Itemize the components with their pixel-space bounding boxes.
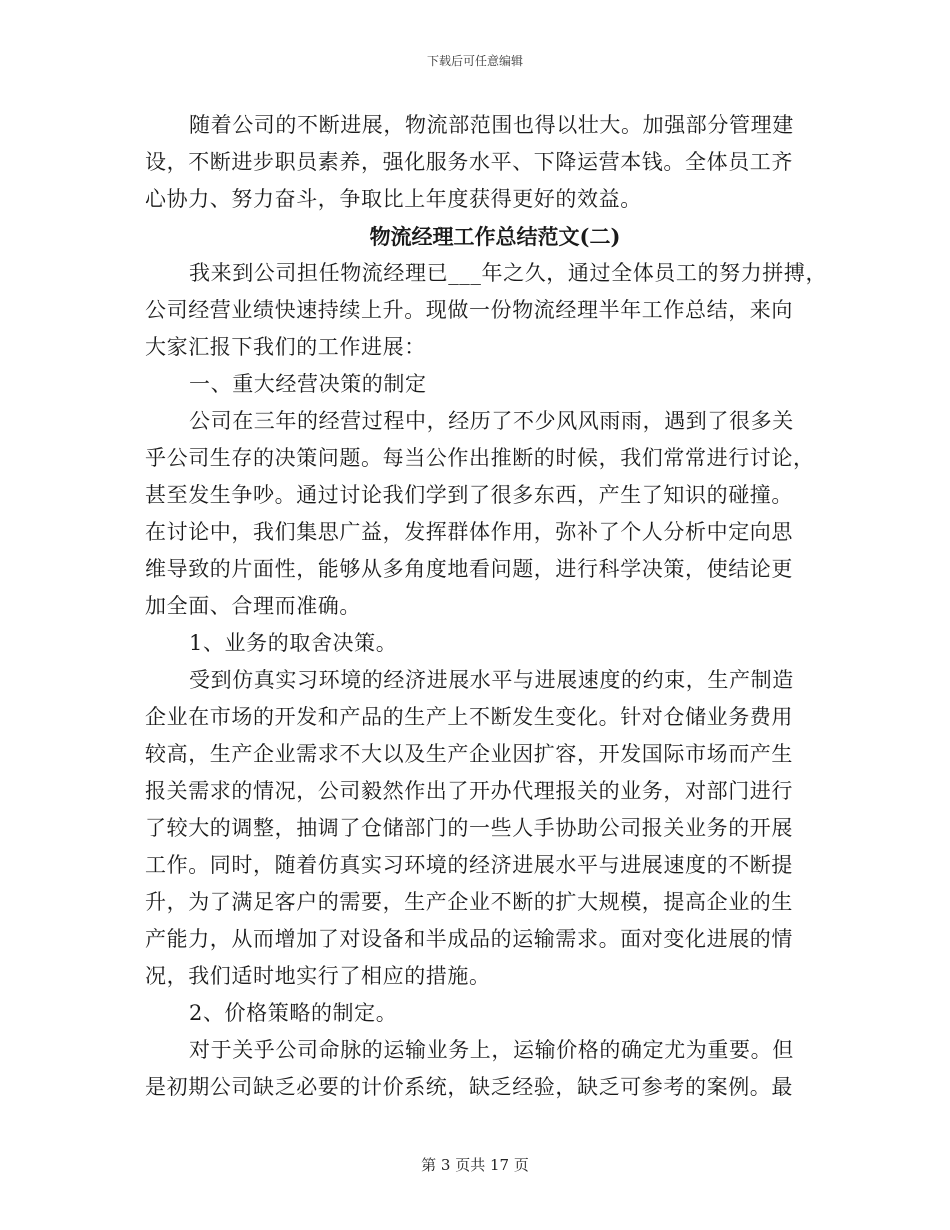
body-line: 工作。同时，随着仿真实习环境的经济进展水平与进展速度的不断提 <box>145 853 793 877</box>
body-line: 设，不断进步职员素养，强化服务水平、下降运营本钱。全体员工齐 <box>145 150 793 174</box>
page-header-note: 下载后可任意编辑 <box>426 54 523 68</box>
body-line: 对于关乎公司命脉的运输业务上，运输价格的确定尤为重要。但 <box>189 1038 794 1062</box>
body-line: 产能力，从而增加了对设备和半成品的运输需求。面对变化进展的情 <box>145 927 793 951</box>
body-line: 企业在市场的开发和产品的生产上不断发生变化。针对仓储业务费用 <box>145 705 793 729</box>
body-line: 公司在三年的经营过程中，经历了不少风风雨雨，遇到了很多关 <box>189 409 794 433</box>
subheading-line: 1、业务的取舍决策。 <box>189 631 398 655</box>
body-line: 心协力、努力奋斗，争取比上年度获得更好的效益。 <box>145 187 642 211</box>
page-number: 第 3 页共 17 页 <box>421 1156 529 1174</box>
body-line: 乎公司生存的决策问题。每当公作出推断的时候，我们常常进行讨论， <box>145 446 815 470</box>
body-line: 大家汇报下我们的工作进展： <box>145 335 426 359</box>
body-line: 了较大的调整，抽调了仓储部门的一些人手协助公司报关业务的开展 <box>145 816 793 840</box>
section-heading: 物流经理工作总结范文(二) <box>369 224 621 249</box>
body-line: 我来到公司担任物流经理已___年之久，通过全体员工的努力拼搏， <box>189 261 828 285</box>
subheading-line: 2、价格策略的制定。 <box>189 1001 398 1025</box>
body-line: 报关需求的情况，公司毅然作出了开办代理报关的业务，对部门进行 <box>145 779 793 803</box>
body-line: 维导致的片面性，能够从多角度地看问题，进行科学决策，使结论更 <box>145 557 793 581</box>
body-line: 公司经营业绩快速持续上升。现做一份物流经理半年工作总结，来向 <box>145 298 793 322</box>
body-line: 况，我们适时地实行了相应的措施。 <box>145 964 491 988</box>
body-line: 加全面、合理而准确。 <box>145 594 361 618</box>
subheading-line: 一、重大经营决策的制定 <box>189 372 427 396</box>
document-body <box>145 107 828 1106</box>
body-line: 是初期公司缺乏必要的计价系统，缺乏经验，缺乏可参考的案例。最 <box>145 1075 793 1099</box>
body-line: 升，为了满足客户的需要，生产企业不断的扩大规模，提高企业的生 <box>145 890 793 914</box>
body-line: 随着公司的不断进展，物流部范围也得以壮大。加强部分管理建 <box>189 113 794 137</box>
body-line: 在讨论中，我们集思广益，发挥群体作用，弥补了个人分析中定向思 <box>145 520 793 544</box>
body-line: 较高，生产企业需求不大以及生产企业因扩容，开发国际市场而产生 <box>145 742 793 766</box>
body-line: 甚至发生争吵。通过讨论我们学到了很多东西，产生了知识的碰撞。 <box>145 483 793 507</box>
body-line: 受到仿真实习环境的经济进展水平与进展速度的约束，生产制造 <box>189 668 794 692</box>
